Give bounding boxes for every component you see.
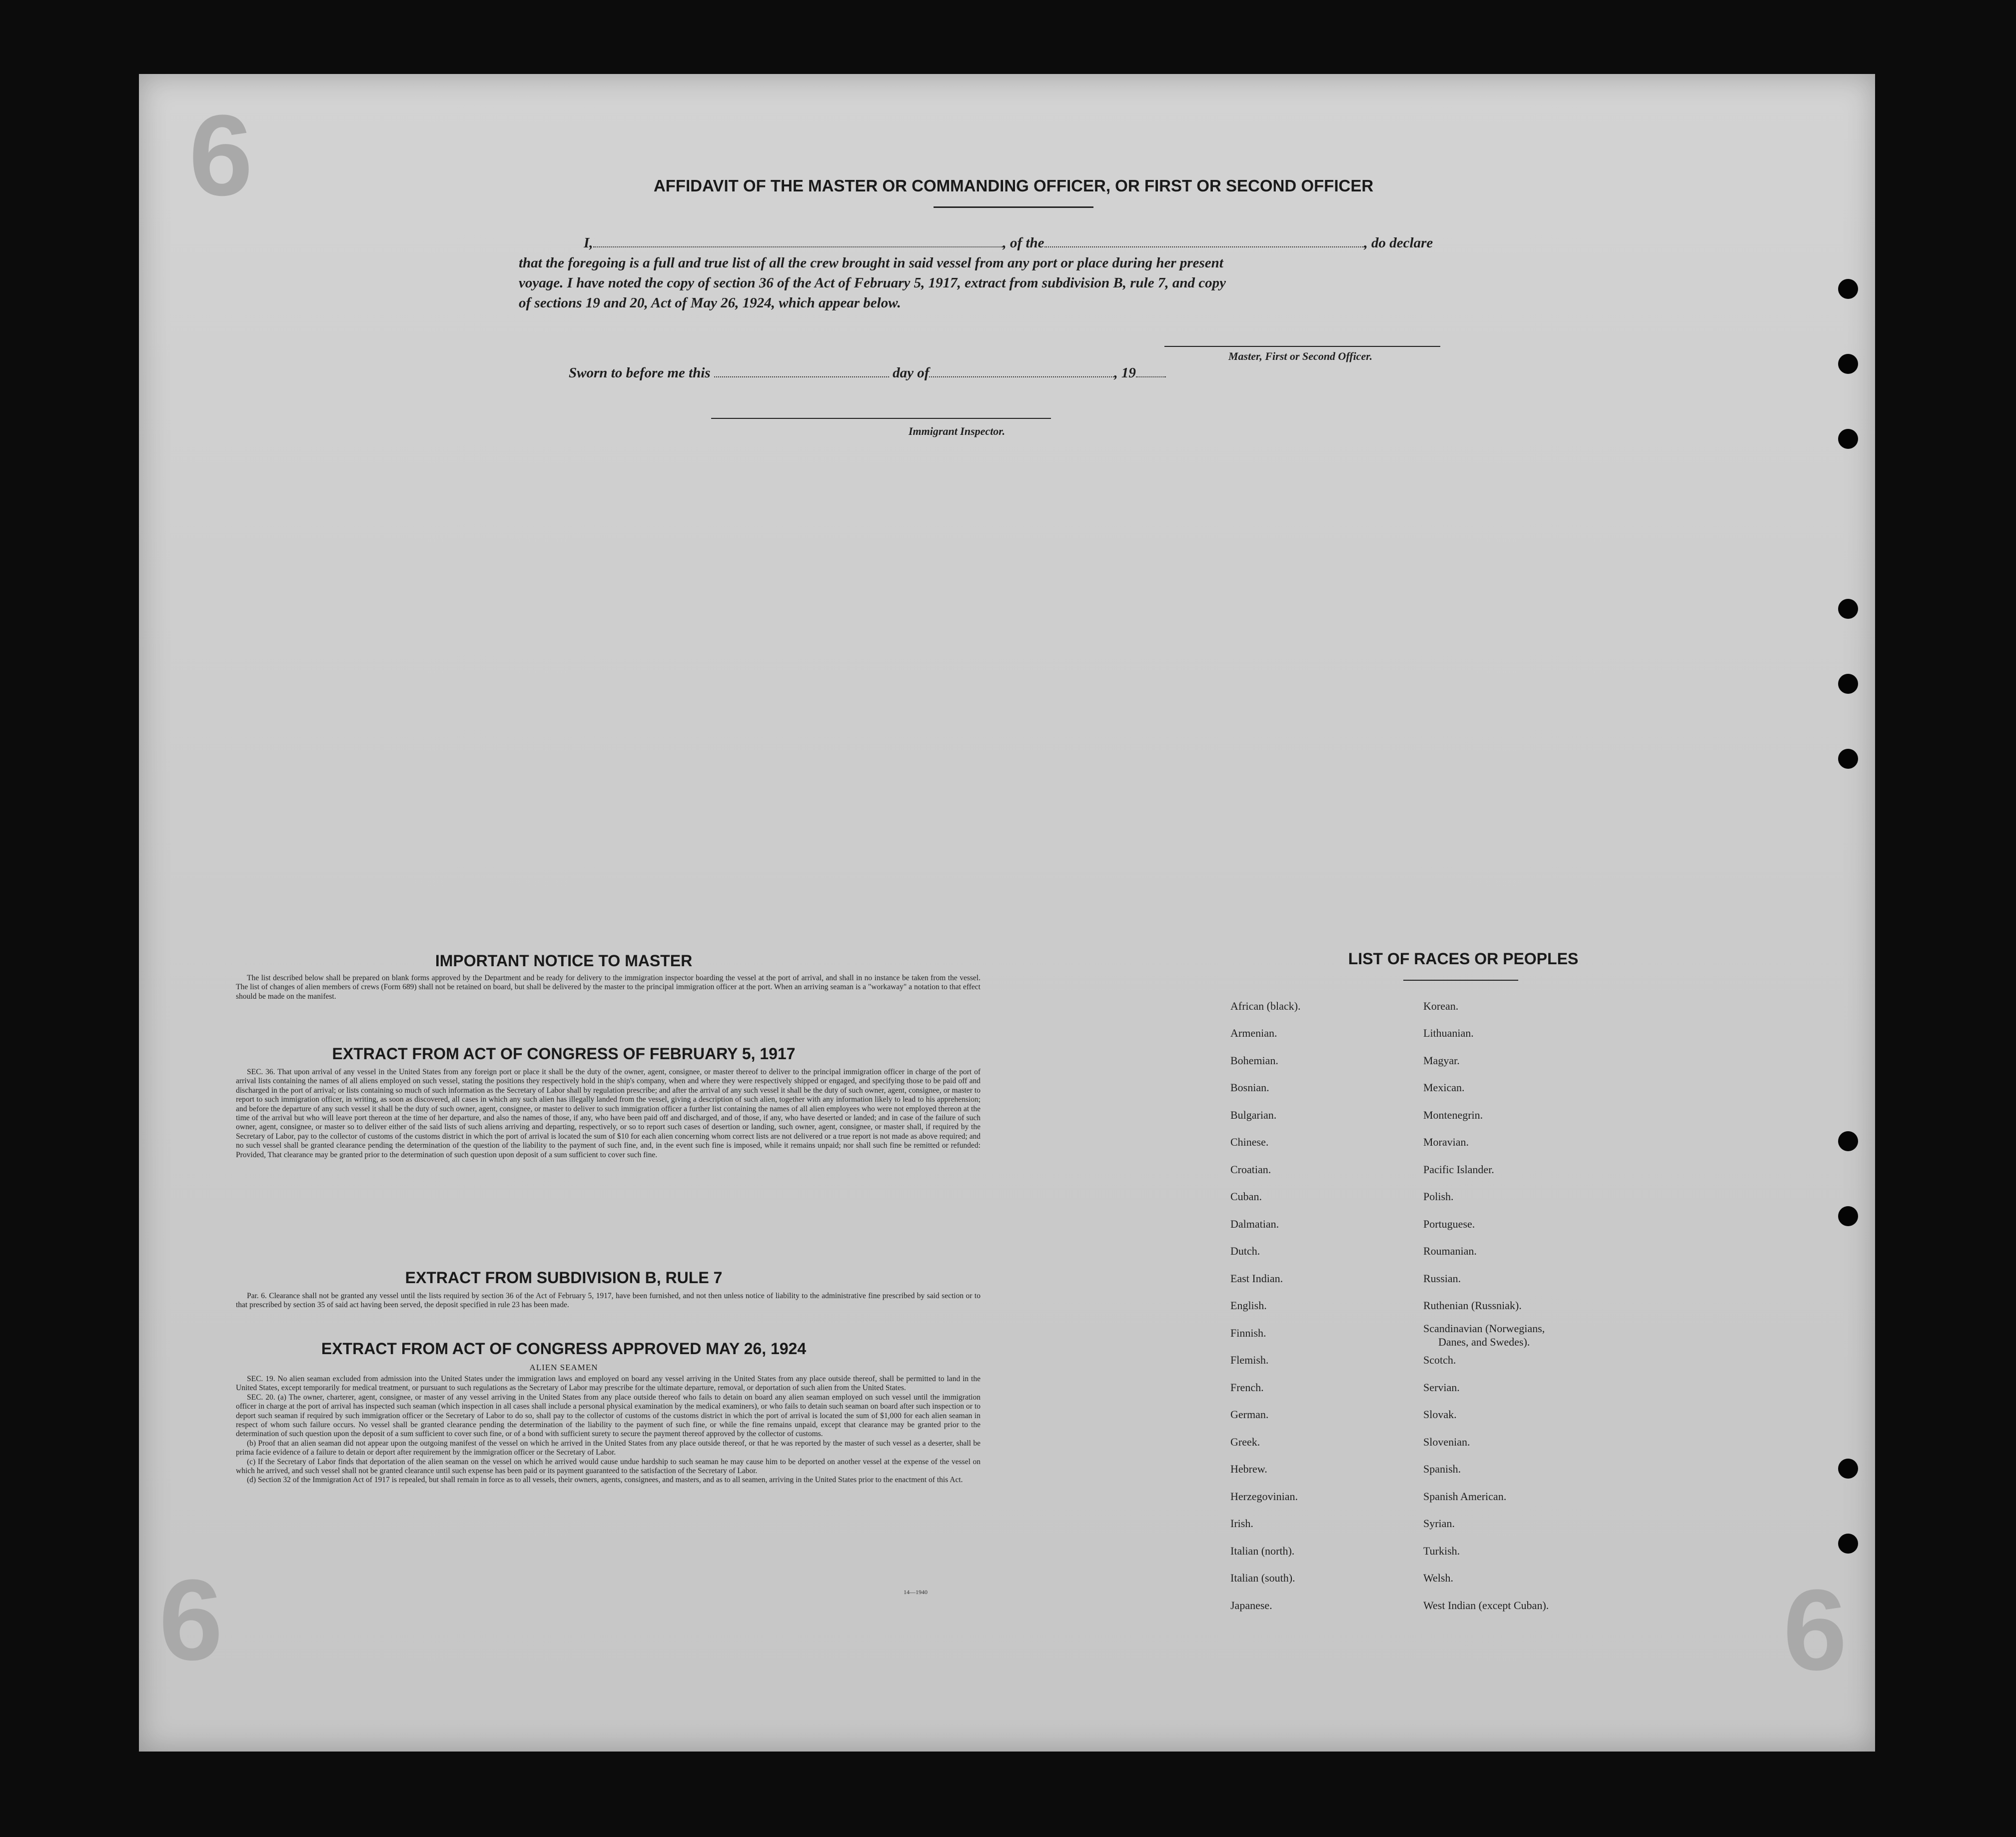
notice-title: IMPORTANT NOTICE TO MASTER: [435, 952, 693, 970]
race-item: Italian (north).: [1230, 1545, 1295, 1557]
race-item: Italian (south).: [1230, 1572, 1295, 1584]
punch-hole-icon: [1838, 674, 1858, 694]
punch-hole-icon: [1838, 1459, 1858, 1479]
race-item: East Indian.: [1230, 1272, 1283, 1285]
race-item: Armenian.: [1230, 1027, 1277, 1039]
affidavit-line-1: [584, 235, 1433, 251]
race-item: West Indian (except Cuban).: [1423, 1599, 1549, 1612]
race-item: Roumanian.: [1423, 1245, 1477, 1257]
punch-hole-icon: [1838, 429, 1858, 449]
race-item: German.: [1230, 1408, 1269, 1421]
race-item: Portuguese.: [1423, 1218, 1475, 1230]
race-item: Japanese.: [1230, 1599, 1272, 1612]
notice-text: The list described below shall be prepared on blank forms approved by the Department and be ready for delivery to the immigration inspector boarding the vessel at the port of arrival, and shall in no instance be taken from the vessel. The list of changes of alien members of crews (Form 689) shall not be retained on board, but shall be delivered by the master to the principal immigration officer at the port. When an arriving seaman is a "workaway" a notation to that effect should be made on the manifest.: [236, 974, 981, 1001]
sworn-line: [569, 365, 1166, 381]
race-item: Bosnian.: [1230, 1081, 1269, 1094]
race-item: Scandinavian (Norwegians,: [1423, 1322, 1545, 1335]
affidavit-of-the-label: , of the: [1003, 235, 1044, 251]
race-item: Welsh.: [1423, 1572, 1453, 1584]
race-item: Flemish.: [1230, 1354, 1269, 1366]
race-item: Herzegovinian.: [1230, 1490, 1298, 1503]
race-item: Hebrew.: [1230, 1463, 1267, 1475]
punch-hole-icon: [1838, 1534, 1858, 1554]
races-title: LIST OF RACES OR PEOPLES: [1348, 950, 1579, 968]
extract-rule7-title: EXTRACT FROM SUBDIVISION B, RULE 7: [405, 1269, 723, 1287]
punch-hole-icon: [1838, 279, 1858, 299]
affidavit-line-2: that the foregoing is a full and true list of all the crew brought in said vessel from any port or place during her present: [519, 255, 1223, 271]
race-item: Slovenian.: [1423, 1436, 1470, 1448]
race-item: Montenegrin.: [1423, 1109, 1483, 1121]
race-item: Syrian.: [1423, 1517, 1455, 1530]
race-item: Russian.: [1423, 1272, 1461, 1285]
master-signature-line[interactable]: [1164, 346, 1440, 347]
race-item: Finnish.: [1230, 1327, 1266, 1339]
punch-hole-icon: [1838, 749, 1858, 769]
affidavit-vessel-field[interactable]: [1044, 236, 1364, 247]
page-number-top-left: 6: [189, 91, 253, 219]
race-item: Magyar.: [1423, 1054, 1460, 1067]
punch-hole-icon: [1838, 599, 1858, 619]
affidavit-line-4: of sections 19 and 20, Act of May 26, 1924, which appear below.: [519, 295, 901, 311]
punch-hole-icon: [1838, 1206, 1858, 1226]
extract-1924-title: EXTRACT FROM ACT OF CONGRESS APPROVED MAY 26, 1924: [321, 1340, 807, 1358]
race-item: Moravian.: [1423, 1136, 1469, 1148]
document-sheet: [139, 74, 1875, 1752]
page-number-bottom-right: 6: [1783, 1566, 1847, 1694]
race-item: Greek.: [1230, 1436, 1260, 1448]
race-item: Mexican.: [1423, 1081, 1465, 1094]
races-title-rule: [1403, 980, 1518, 981]
affidavit-name-field[interactable]: [593, 236, 1003, 247]
extract-1924-sec20c: (c) If the Secretary of Labor finds that deportation of the alien seaman on the vessel on which he arrived would cause undue hardship to such seaman he may cause him to be deported on another vessel at the expense of the vessel on which he arrived, and such vessel shall not be granted clearance until such expense has been paid or its payment guaranteed to the satisfaction of the Secretary of Labor.: [236, 1457, 981, 1476]
race-item: Polish.: [1423, 1190, 1454, 1203]
race-item-continuation: Danes, and Swedes).: [1438, 1336, 1530, 1348]
affidavit-i-label: I,: [584, 235, 593, 251]
sworn-month-field[interactable]: [929, 366, 1114, 377]
race-item: Cuban.: [1230, 1190, 1262, 1203]
race-item: Slovak.: [1423, 1408, 1457, 1421]
race-item: Chinese.: [1230, 1136, 1269, 1148]
extract-1924-sec19: SEC. 19. No alien seaman excluded from admission into the United States under the immigration laws and employed on board any vessel arriving in the United States from any place outside thereof, shall be permitted to land in the United States, except temporarily for medical treatment, or pursuant to such regulations as the Secretary of Labor may prescribe for the ultimate departure, removal, or deportation of such alien from the United States.: [236, 1375, 981, 1393]
sworn-day-of-label: day of: [893, 365, 930, 381]
race-item: Spanish American.: [1423, 1490, 1507, 1503]
sworn-year-field[interactable]: [1136, 366, 1166, 377]
affidavit-title: AFFIDAVIT OF THE MASTER OR COMMANDING OFFICER, OR FIRST OR SECOND OFFICER: [653, 176, 1374, 195]
punch-hole-icon: [1838, 354, 1858, 374]
extract-rule7-text: Par. 6. Clearance shall not be granted any vessel until the lists required by section 36 of the Act of February 5, 1917, have been furnished, and not then unless notice of liability to the administrative fine prescribed by said section or to that prescribed by section 35 of said act having been served, the deposit specified in rule 23 has been made.: [236, 1292, 981, 1310]
race-item: French.: [1230, 1381, 1264, 1394]
punch-hole-icon: [1838, 1131, 1858, 1151]
extract-1924-sec20a: SEC. 20. (a) The owner, charterer, agent, consignee, or master of any vessel arriving in the United States from any place outside thereof who fails to detain on board any alien seaman employed on such vessel until the immigration officer in charge at the port of arrival has inspected such seaman (which inspection in all cases shall include a personal physical examination by the medical examiners), or who fails to detain such seaman on board after such inspection or to deport such seaman if required by such immigration officer or the Secretary of Labor to do so, shall pay to the collector of customs of the customs district in which the port of arrival is located the sum of $1,000 for each alien seaman in respect of whom such failure occurs. No vessel shall be granted clearance pending the determination of the liability to the payment of such fine, or while the fine remains unpaid, except that clearance may be granted prior to the determination of such question upon the deposit of a sum sufficient to cover such fine, or of a bond with sufficient surety to secure the payment thereof approved by the collector of customs.: [236, 1393, 981, 1439]
race-item: Irish.: [1230, 1517, 1253, 1530]
race-item: Bohemian.: [1230, 1054, 1278, 1067]
race-item: Spanish.: [1423, 1463, 1461, 1475]
race-item: Croatian.: [1230, 1163, 1271, 1176]
race-item: Lithuanian.: [1423, 1027, 1474, 1039]
master-signature-label: Master, First or Second Officer.: [1228, 350, 1373, 362]
form-number: 14—1940: [904, 1589, 928, 1596]
extract-1924-sec20d: (d) Section 32 of the Immigration Act of 1917 is repealed, but shall remain in force as to all vessels, their owners, agents, consignees, and masters, and as to all seamen, arriving in the United States prior to the enactment of this Act.: [247, 1476, 963, 1485]
race-item: Dutch.: [1230, 1245, 1260, 1257]
extract-1917-title: EXTRACT FROM ACT OF CONGRESS OF FEBRUARY 5, 1917: [332, 1045, 796, 1063]
extract-1917-text: SEC. 36. That upon arrival of any vessel in the United States from any foreign port or place it shall be the duty of the owner, agent, consignee, or master thereof to deliver to the principal immigration officer in charge of the port of arrival lists containing the names of all aliens employed on such vessel, stating the positions they respectively hold in the ship's company, when and where they were respectively shipped or engaged, and specifying those to be paid off and discharged in the port of arrival; or lists containing so much of such information as the Secretary of Labor shall by regulation prescribe; and after the arrival of any such vessel it shall be the duty of such owner, agent, consignee, or master to report to such immigration officer, in writing, as soon as discovered, all cases in which any such alien has illegally landed from the vessel, giving a description of such alien, together with any information likely to lead to his apprehension; and before the departure of any such vessel it shall be the duty of such owner, agent, consignee, or master to deliver to such immigration officer a further list containing the names of all alien employees who were not employed thereon at the time of the arrival but who will leave port thereon at the time of her departure, and also the names of those, if any, who have been paid off and discharged, and of those, if any, who have deserted or landed; and in case of the failure of such owner, agent, consignee, or master so to deliver either of the said lists of such aliens arriving and departing, respectively, or so to report such cases of desertion or landing, such owner, agent, consignee, or master shall, if required by the Secretary of Labor, pay to the collector of customs of the customs district in which the port of arrival is located the sum of $10 for each alien concerning whom correct lists are not delivered or a true report is not made as above required; and no such vessel shall be granted clearance pending the determination of the question of the liability to the payment of such fine, and, in the event such fine is imposed, while it remains unpaid; nor shall such fine be remitted or refunded: Provided, That clearance may be granted prior to the determination of such question upon deposit of a sum sufficient to cover such fine.: [236, 1068, 981, 1159]
race-item: Scotch.: [1423, 1354, 1456, 1366]
race-item: Ruthenian (Russniak).: [1423, 1299, 1522, 1312]
race-item: English.: [1230, 1299, 1267, 1312]
affidavit-title-rule: [934, 206, 1093, 208]
race-item: African (black).: [1230, 1000, 1301, 1012]
affidavit-line-3: voyage. I have noted the copy of section 36 of the Act of February 5, 1917, extract from subdivision B, rule 7, and copy: [519, 275, 1226, 291]
extract-1924-sec20b: (b) Proof that an alien seaman did not appear upon the outgoing manifest of the vessel on which he arrived in the United States from any place outside thereof, or that he was reported by the master of such vessel as a deserter, shall be prima facie evidence of a failure to detain or deport after requirement by the immigration officer or the Secretary of Labor.: [236, 1439, 981, 1457]
extract-1924-body: [236, 1375, 981, 1485]
page-number-bottom-left: 6: [159, 1556, 223, 1684]
race-item: Turkish.: [1423, 1545, 1460, 1557]
extract-1924-subtitle: ALIEN SEAMEN: [529, 1363, 598, 1372]
race-item: Pacific Islander.: [1423, 1163, 1494, 1176]
sworn-day-field[interactable]: [714, 366, 889, 377]
race-item: Korean.: [1423, 1000, 1459, 1012]
sworn-year-label: , 19: [1114, 365, 1136, 381]
sworn-label: Sworn to before me this: [569, 365, 711, 381]
race-item: Dalmatian.: [1230, 1218, 1279, 1230]
inspector-signature-line[interactable]: [711, 418, 1051, 419]
inspector-signature-label: Immigrant Inspector.: [909, 425, 1006, 437]
race-item: Servian.: [1423, 1381, 1460, 1394]
race-item: Bulgarian.: [1230, 1109, 1277, 1121]
affidavit-declare-label: , do declare: [1364, 235, 1433, 251]
